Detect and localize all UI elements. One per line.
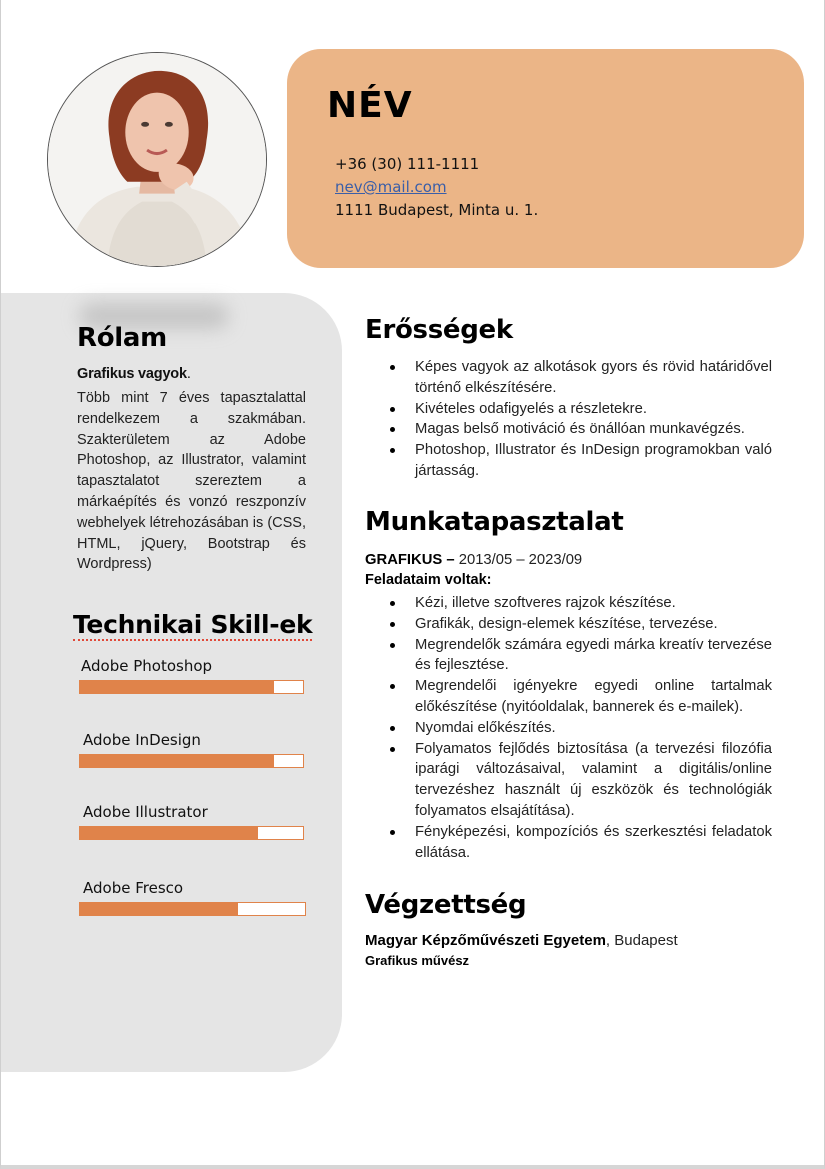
list-item: Photoshop, Illustrator és InDesign programokban való jártasság. <box>387 440 772 482</box>
job-period: 2013/05 – 2023/09 <box>454 552 583 568</box>
header-box <box>287 49 804 268</box>
phone-number: +36 (30) 111-1111 <box>335 155 480 173</box>
skill-bar <box>79 902 306 916</box>
list-item: Nyomdai előkészítés. <box>387 718 772 739</box>
skill-photoshop <box>79 657 305 694</box>
tasks-list <box>387 593 772 863</box>
education-line <box>365 932 678 949</box>
about-subtitle <box>77 366 191 382</box>
skill-bar-fill <box>80 903 238 915</box>
list-item: Megrendelők számára egyedi márka kreatív tervezése és fejlesztése. <box>387 635 772 677</box>
degree: Grafikus művész <box>365 953 470 968</box>
experience-title: Munkatapasztalat <box>365 507 624 537</box>
skill-bar <box>79 754 304 768</box>
list-item: Grafikák, design-elemek készítése, tervezése. <box>387 614 772 635</box>
skill-indesign <box>79 731 305 768</box>
skill-label: Adobe InDesign <box>83 731 201 749</box>
skill-bar-fill <box>80 827 258 839</box>
list-item: Kézi, illetve szoftveres rajzok készítése. <box>387 593 772 614</box>
skill-label: Adobe Photoshop <box>81 657 213 675</box>
education-title: Végzettség <box>365 890 527 920</box>
school-city: , Budapest <box>605 932 678 949</box>
skills-title-text: Technikai Skill-ek <box>73 610 313 639</box>
address: 1111 Budapest, Minta u. 1. <box>335 201 539 219</box>
about-subtitle-text: Grafikus vagyok <box>77 366 187 382</box>
candidate-name: NÉV <box>327 85 413 126</box>
list-item: Folyamatos fejlődés biztosítása (a tervezési filozófia iparági változásaival, valamint a digitális/online tervezéshez használt új eszközök és technológiák folyamatos elsajátítása). <box>387 739 772 822</box>
profile-photo-illustration <box>48 53 266 266</box>
skills-title <box>73 610 312 639</box>
job-line <box>365 552 582 568</box>
contact-info <box>335 153 538 222</box>
profile-photo <box>47 52 267 267</box>
job-title: GRAFIKUS – <box>365 552 455 568</box>
skill-bar-fill <box>80 755 274 767</box>
list-item: Kivételes odafigyelés a részletekre. <box>387 399 772 420</box>
about-text: Több mint 7 éves tapasztalattal rendelkezem a szakmában. Szakterületem az Adobe Photoshop, az Illustrator, valamint tapasztalatot szereztem a márkaépítés és vonzó reszponzív webhelyek létrehozásában is (CSS, HTML, jQuery, Bootstrap és Wordpress) <box>77 390 306 573</box>
email-link[interactable]: nev@mail.com <box>335 178 447 196</box>
skill-label: Adobe Fresco <box>83 879 184 897</box>
skill-fresco <box>79 879 305 916</box>
skill-bar <box>79 826 304 840</box>
skill-label: Adobe Illustrator <box>83 803 208 821</box>
strengths-list <box>387 357 772 482</box>
list-item: Magas belső motiváció és önállóan munkavégzés. <box>387 419 772 440</box>
about-title: Rólam <box>77 323 167 353</box>
list-item: Fényképezési, kompozíciós és szerkesztési feladatok ellátása. <box>387 822 772 864</box>
about-subtitle-period: . <box>186 366 191 382</box>
school-name: Magyar Képzőművészeti Egyetem <box>365 932 606 949</box>
skill-bar-fill <box>80 681 274 693</box>
list-item: Megrendelői igényekre egyedi online tartalmak előkészítése (nyitóoldalak, bannerek és e-mailek). <box>387 676 772 718</box>
list-item: Képes vagyok az alkotások gyors és rövid határidővel történő elkészítésére. <box>387 357 772 399</box>
tasks-label: Feladataim voltak: <box>365 572 492 588</box>
strengths-title: Erősségek <box>365 315 513 345</box>
skill-bar <box>79 680 304 694</box>
skill-illustrator <box>79 803 305 840</box>
